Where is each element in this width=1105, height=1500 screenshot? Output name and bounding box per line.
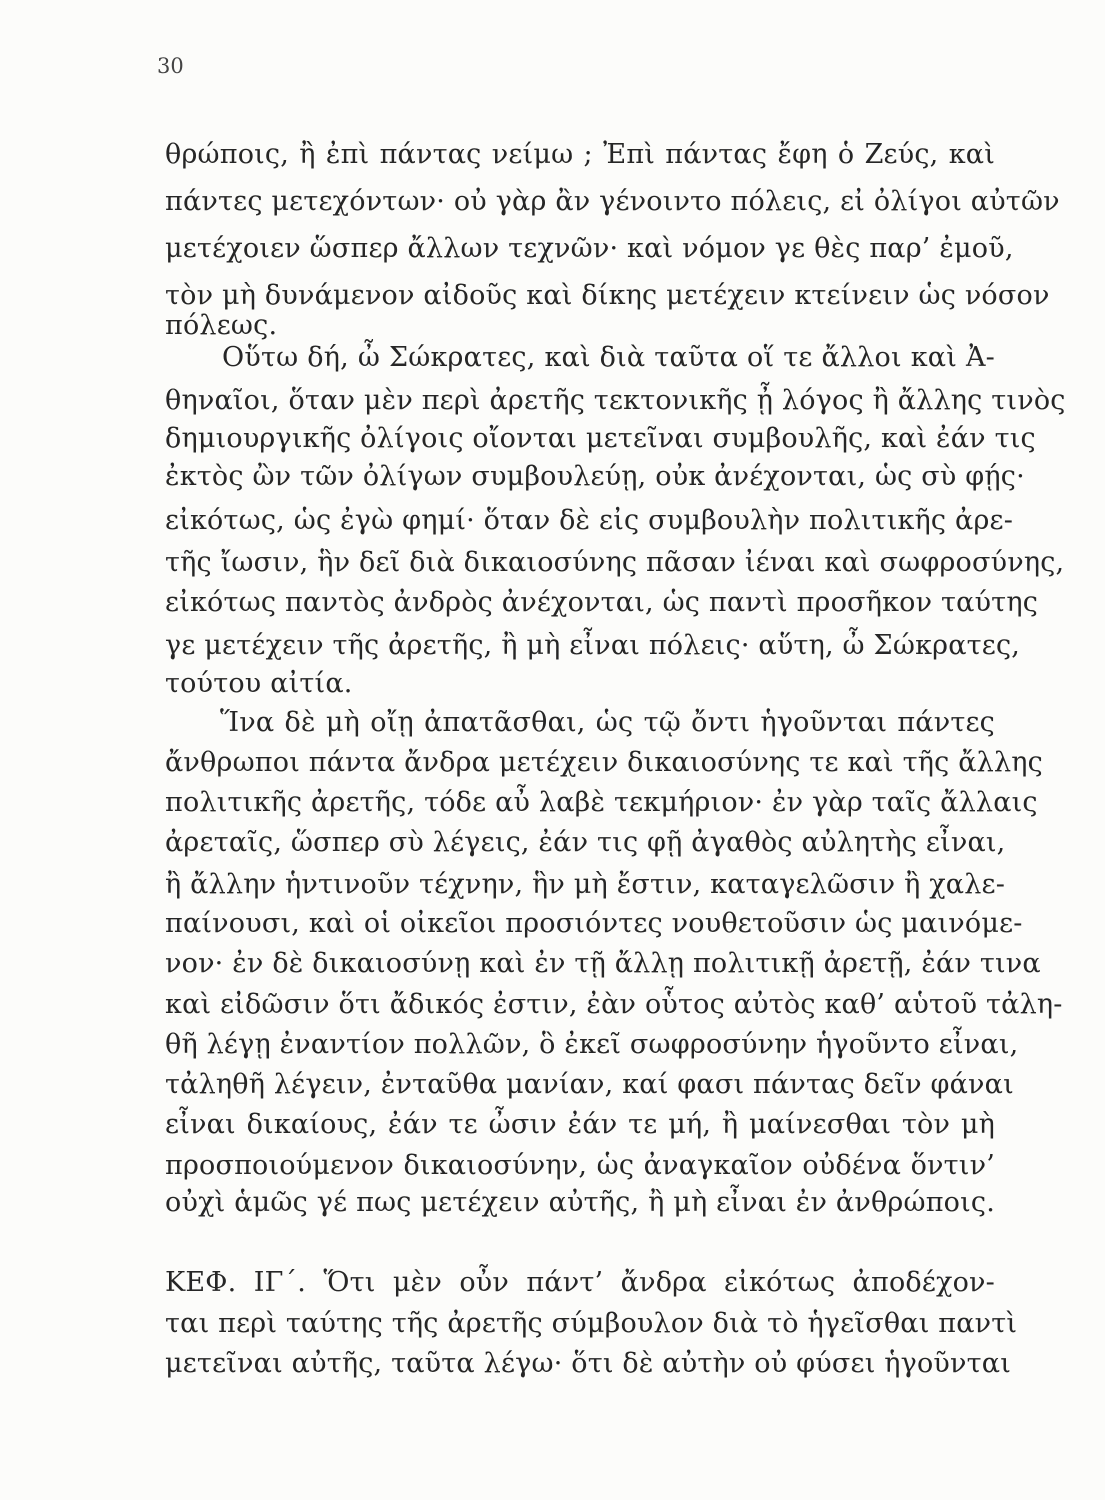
text-line: δημιουργικῆς ὀλίγοις οἴονται μετεῖναι συμβουλῆς, καὶ ἐάν τις	[165, 423, 1036, 454]
chapter-heading-line: ΚΕΦ. ΙΓ΄. Ὅτι μὲν οὖν πάντ’ ἄνδρα εἰκότως ἀποδέχον-	[165, 1267, 995, 1298]
text-line: ἀρεταῖς, ὥσπερ σὺ λέγεις, ἐάν τις φῇ ἀγαθὸς αὐλητὴς εἶναι,	[165, 827, 1006, 858]
paragraph-start-line: Ἵνα δὲ μὴ οἴῃ ἀπατᾶσθαι, ὡς τῷ ὄντι ἡγοῦνται πάντες	[220, 707, 995, 738]
text-line: πάντες μετεχόντων· οὐ γὰρ ἂν γένοιντο πόλεις, εἰ ὀλίγοι αὐτῶν	[165, 186, 1060, 217]
text-line: ἢ ἄλλην ἡντινοῦν τέχνην, ἣν μὴ ἔστιν, καταγελῶσιν ἢ χαλε-	[165, 869, 1006, 900]
text-line: οὐχὶ ἁμῶς γέ πως μετέχειν αὐτῆς, ἢ μὴ εἶναι ἐν ἀνθρώποις.	[165, 1187, 995, 1218]
text-line: ται περὶ ταύτης τῆς ἀρετῆς σύμβουλον διὰ τὸ ἡγεῖσθαι παντὶ	[165, 1308, 1018, 1339]
text-line: μετεῖναι αὐτῆς, ταῦτα λέγω· ὅτι δὲ αὐτὴν οὐ φύσει ἡγοῦνται	[165, 1348, 1012, 1379]
text-line: εἰκότως παντὸς ἀνδρὸς ἀνέχονται, ὡς παντὶ προσῆκον ταύτης	[165, 587, 1039, 618]
text-line: θρώποις, ἢ ἐπὶ πάντας νείμω ; Ἐπὶ πάντας ἔφη ὁ Ζεύς, καὶ	[165, 139, 995, 170]
text-line: μετέχοιεν ὥσπερ ἄλλων τεχνῶν· καὶ νόμον γε θὲς παρ’ ἐμοῦ,	[165, 233, 1014, 264]
text-line: ἄνθρωποι πάντα ἄνδρα μετέχειν δικαιοσύνης τε καὶ τῆς ἄλλης	[165, 747, 1043, 778]
text-line: καὶ εἰδῶσιν ὅτι ἄδικός ἐστιν, ἐὰν οὗτος αὐτὸς καθ’ αὑτοῦ τἀλη-	[165, 989, 1063, 1020]
text-line: νον· ἐν δὲ δικαιοσύνῃ καὶ ἐν τῇ ἄλλῃ πολιτικῇ ἀρετῇ, ἐάν τινα	[165, 948, 1041, 979]
text-line: θῆ λέγῃ ἐναντίον πολλῶν, ὃ ἐκεῖ σωφροσύνην ἡγοῦντο εἶναι,	[165, 1029, 1019, 1060]
text-line: πολιτικῆς ἀρετῆς, τόδε αὖ λαβὲ τεκμήριον· ἐν γὰρ ταῖς ἄλλαις	[165, 787, 1038, 818]
text-line: ἐκτὸς ὢν τῶν ὀλίγων συμβουλεύῃ, οὐκ ἀνέχονται, ὡς σὺ φῄς·	[165, 461, 1025, 492]
text-line: πόλεως.	[165, 310, 278, 341]
text-line: τῆς ἴωσιν, ἣν δεῖ διὰ δικαιοσύνης πᾶσαν ἰέναι καὶ σωφροσύνης,	[165, 547, 1065, 578]
text-line: προσποιούμενον δικαιοσύνην, ὡς ἀναγκαῖον οὐδένα ὅντιν’	[165, 1150, 995, 1181]
page-number: 30	[157, 54, 184, 78]
text-line: θηναῖοι, ὅταν μὲν περὶ ἀρετῆς τεκτονικῆς ᾖ λόγος ἢ ἄλλης τινὸς	[165, 385, 1066, 416]
paragraph-start-line: Οὕτω δή, ὦ Σώκρατες, καὶ διὰ ταῦτα οἵ τε ἄλλοι καὶ Ἀ-	[222, 342, 995, 373]
text-line: παίνουσι, καὶ οἱ οἰκεῖοι προσιόντες νουθετοῦσιν ὡς μαινόμε-	[165, 908, 1023, 939]
text-line: τὸν μὴ δυνάμενον αἰδοῦς καὶ δίκης μετέχειν κτείνειν ὡς νόσον	[165, 280, 1050, 311]
text-line: εἰκότως, ὡς ἐγὼ φημί· ὅταν δὲ εἰς συμβουλὴν πολιτικῆς ἀρε-	[165, 505, 1014, 536]
text-line: τούτου αἰτία.	[165, 668, 353, 699]
text-line: γε μετέχειν τῆς ἀρετῆς, ἢ μὴ εἶναι πόλεις· αὕτη, ὦ Σώκρατες,	[165, 630, 1021, 661]
text-line: τἀληθῆ λέγειν, ἐνταῦθα μανίαν, καί φασι πάντας δεῖν φάναι	[165, 1069, 1014, 1100]
text-line: εἶναι δικαίους, ἐάν τε ὦσιν ἐάν τε μή, ἢ μαίνεσθαι τὸν μὴ	[165, 1109, 995, 1140]
